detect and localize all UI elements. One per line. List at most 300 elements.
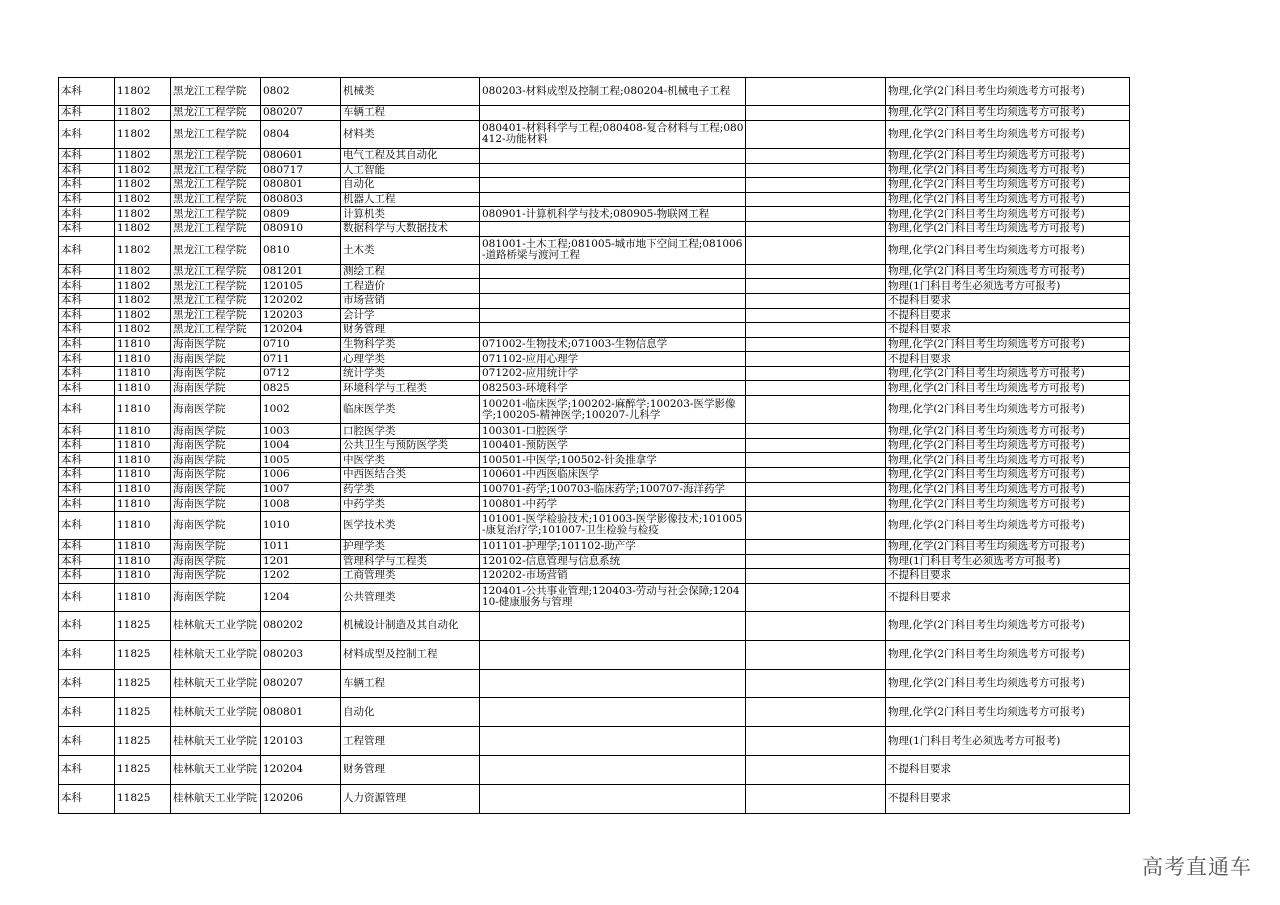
cell-major-code: 080801 [261, 698, 341, 727]
cell-level: 本科 [59, 453, 115, 468]
cell-major-code: 1202 [261, 569, 341, 584]
table-row [59, 453, 1130, 468]
cell-school-name: 黑龙江工程学院 [171, 178, 261, 193]
cell-level: 本科 [59, 120, 115, 148]
cell-school-name: 黑龙江工程学院 [171, 106, 261, 121]
cell-note [746, 381, 886, 396]
cell-subject-requirement: 物理,化学(2门科目考生均须选考方可报考) [886, 366, 1130, 381]
cell-subject-requirement: 物理,化学(2门科目考生均须选考方可报考) [886, 381, 1130, 396]
cell-major-name: 市场营销 [341, 293, 480, 308]
table-row [59, 78, 1130, 106]
table-row [59, 163, 1130, 178]
cell-school-code: 11802 [115, 293, 171, 308]
cell-school-name: 黑龙江工程学院 [171, 192, 261, 207]
cell-school-name: 黑龙江工程学院 [171, 279, 261, 294]
cell-major-name: 公共管理类 [341, 583, 480, 611]
cell-subject-requirement: 物理,化学(2门科目考生均须选考方可报考) [886, 264, 1130, 279]
cell-major-code: 0710 [261, 337, 341, 352]
cell-major-code: 1011 [261, 540, 341, 555]
cell-note [746, 396, 886, 424]
cell-subject-requirement: 物理,化学(2门科目考生均须选考方可报考) [886, 163, 1130, 178]
cell-level: 本科 [59, 352, 115, 367]
cell-included-majors [480, 611, 746, 640]
cell-included-majors [480, 755, 746, 784]
cell-school-code: 11810 [115, 511, 171, 539]
cell-included-majors: 080203-材料成型及控制工程;080204-机械电子工程 [480, 78, 746, 106]
cell-level: 本科 [59, 438, 115, 453]
table-row [59, 293, 1130, 308]
cell-school-name: 桂林航天工业学院 [171, 669, 261, 698]
table-row [59, 178, 1130, 193]
cell-school-code: 11810 [115, 337, 171, 352]
cell-subject-requirement: 物理,化学(2门科目考生均须选考方可报考) [886, 148, 1130, 163]
cell-note [746, 337, 886, 352]
cell-included-majors [480, 323, 746, 338]
cell-school-code: 11825 [115, 698, 171, 727]
cell-major-code: 120203 [261, 308, 341, 323]
cell-major-code: 1008 [261, 497, 341, 512]
cell-included-majors [480, 640, 746, 669]
cell-major-code: 080203 [261, 640, 341, 669]
cell-school-code: 11802 [115, 308, 171, 323]
cell-level: 本科 [59, 669, 115, 698]
cell-note [746, 569, 886, 584]
cell-school-name: 黑龙江工程学院 [171, 207, 261, 222]
table-row [59, 337, 1130, 352]
cell-subject-requirement: 物理,化学(2门科目考生均须选考方可报考) [886, 482, 1130, 497]
table-row [59, 192, 1130, 207]
table-row [59, 611, 1130, 640]
cell-note [746, 424, 886, 439]
cell-subject-requirement: 物理(1门科目考生必须选考方可报考) [886, 279, 1130, 294]
cell-major-code: 1007 [261, 482, 341, 497]
cell-included-majors: 071102-应用心理学 [480, 352, 746, 367]
cell-subject-requirement: 物理,化学(2门科目考生均须选考方可报考) [886, 221, 1130, 236]
table-row [59, 424, 1130, 439]
cell-level: 本科 [59, 784, 115, 813]
cell-subject-requirement: 物理,化学(2门科目考生均须选考方可报考) [886, 453, 1130, 468]
cell-major-name: 自动化 [341, 698, 480, 727]
cell-included-majors [480, 148, 746, 163]
cell-note [746, 120, 886, 148]
cell-major-name: 工商管理类 [341, 569, 480, 584]
table-row [59, 727, 1130, 756]
cell-note [746, 554, 886, 569]
cell-school-code: 11810 [115, 554, 171, 569]
cell-note [746, 784, 886, 813]
cell-major-code: 120204 [261, 323, 341, 338]
cell-note [746, 308, 886, 323]
cell-level: 本科 [59, 106, 115, 121]
cell-school-code: 11825 [115, 611, 171, 640]
cell-school-code: 11802 [115, 279, 171, 294]
cell-subject-requirement: 物理,化学(2门科目考生均须选考方可报考) [886, 424, 1130, 439]
cell-major-code: 080202 [261, 611, 341, 640]
cell-level: 本科 [59, 396, 115, 424]
cell-included-majors [480, 163, 746, 178]
cell-major-code: 0712 [261, 366, 341, 381]
cell-level: 本科 [59, 583, 115, 611]
cell-note [746, 540, 886, 555]
cell-school-name: 黑龙江工程学院 [171, 120, 261, 148]
cell-school-name: 黑龙江工程学院 [171, 221, 261, 236]
cell-included-majors: 120102-信息管理与信息系统 [480, 554, 746, 569]
cell-level: 本科 [59, 497, 115, 512]
cell-major-name: 财务管理 [341, 323, 480, 338]
cell-subject-requirement: 物理,化学(2门科目考生均须选考方可报考) [886, 611, 1130, 640]
cell-school-name: 海南医学院 [171, 438, 261, 453]
cell-school-name: 黑龙江工程学院 [171, 236, 261, 264]
cell-subject-requirement: 不提科目要求 [886, 755, 1130, 784]
cell-major-name: 医学技术类 [341, 511, 480, 539]
cell-school-code: 11810 [115, 396, 171, 424]
cell-subject-requirement: 物理,化学(2门科目考生均须选考方可报考) [886, 192, 1130, 207]
table-row [59, 554, 1130, 569]
cell-major-name: 管理科学与工程类 [341, 554, 480, 569]
cell-note [746, 640, 886, 669]
cell-included-majors [480, 264, 746, 279]
table-row [59, 511, 1130, 539]
cell-major-name: 机械类 [341, 78, 480, 106]
cell-included-majors: 082503-环境科学 [480, 381, 746, 396]
table-row [59, 669, 1130, 698]
cell-subject-requirement: 物理,化学(2门科目考生均须选考方可报考) [886, 698, 1130, 727]
cell-note [746, 727, 886, 756]
cell-included-majors: 080901-计算机科学与技术;080905-物联网工程 [480, 207, 746, 222]
cell-major-code: 080801 [261, 178, 341, 193]
cell-level: 本科 [59, 366, 115, 381]
cell-school-code: 11810 [115, 583, 171, 611]
cell-major-name: 电气工程及其自动化 [341, 148, 480, 163]
cell-subject-requirement: 不提科目要求 [886, 293, 1130, 308]
cell-major-name: 人力资源管理 [341, 784, 480, 813]
cell-note [746, 611, 886, 640]
cell-school-code: 11810 [115, 569, 171, 584]
cell-subject-requirement: 物理,化学(2门科目考生均须选考方可报考) [886, 236, 1130, 264]
cell-level: 本科 [59, 381, 115, 396]
cell-major-code: 1003 [261, 424, 341, 439]
cell-major-code: 081201 [261, 264, 341, 279]
table-row [59, 120, 1130, 148]
table-row [59, 236, 1130, 264]
cell-school-name: 桂林航天工业学院 [171, 611, 261, 640]
cell-major-code: 080207 [261, 669, 341, 698]
cell-level: 本科 [59, 727, 115, 756]
cell-major-code: 1201 [261, 554, 341, 569]
cell-included-majors [480, 178, 746, 193]
table-row [59, 148, 1130, 163]
cell-subject-requirement: 物理(1门科目考生必须选考方可报考) [886, 554, 1130, 569]
cell-school-name: 海南医学院 [171, 540, 261, 555]
cell-school-code: 11802 [115, 178, 171, 193]
cell-school-name: 海南医学院 [171, 381, 261, 396]
cell-included-majors [480, 192, 746, 207]
cell-major-code: 1005 [261, 453, 341, 468]
cell-included-majors: 071202-应用统计学 [480, 366, 746, 381]
cell-included-majors [480, 727, 746, 756]
cell-subject-requirement: 物理,化学(2门科目考生均须选考方可报考) [886, 207, 1130, 222]
cell-school-name: 桂林航天工业学院 [171, 640, 261, 669]
cell-level: 本科 [59, 207, 115, 222]
cell-school-code: 11810 [115, 468, 171, 483]
cell-school-code: 11825 [115, 784, 171, 813]
cell-subject-requirement: 物理,化学(2门科目考生均须选考方可报考) [886, 540, 1130, 555]
cell-included-majors: 120202-市场营销 [480, 569, 746, 584]
cell-school-code: 11802 [115, 221, 171, 236]
cell-major-name: 土木类 [341, 236, 480, 264]
cell-included-majors: 100601-中西医临床医学 [480, 468, 746, 483]
cell-school-name: 海南医学院 [171, 366, 261, 381]
cell-note [746, 755, 886, 784]
cell-level: 本科 [59, 482, 115, 497]
cell-school-code: 11802 [115, 163, 171, 178]
cell-level: 本科 [59, 611, 115, 640]
cell-note [746, 293, 886, 308]
cell-major-name: 中医学类 [341, 453, 480, 468]
cell-school-code: 11825 [115, 727, 171, 756]
cell-major-name: 财务管理 [341, 755, 480, 784]
cell-subject-requirement: 不提科目要求 [886, 308, 1130, 323]
cell-note [746, 352, 886, 367]
cell-major-code: 0711 [261, 352, 341, 367]
cell-note [746, 221, 886, 236]
cell-included-majors: 100401-预防医学 [480, 438, 746, 453]
cell-subject-requirement: 物理(1门科目考生必须选考方可报考) [886, 727, 1130, 756]
watermark-text: 高考直通车 [1142, 855, 1252, 879]
cell-level: 本科 [59, 540, 115, 555]
cell-school-code: 11825 [115, 640, 171, 669]
cell-major-code: 1006 [261, 468, 341, 483]
cell-included-majors: 081001-土木工程;081005-城市地下空间工程;081006-道路桥梁与渡河工程 [480, 236, 746, 264]
cell-level: 本科 [59, 78, 115, 106]
cell-major-name: 自动化 [341, 178, 480, 193]
cell-school-name: 黑龙江工程学院 [171, 148, 261, 163]
cell-major-name: 人工智能 [341, 163, 480, 178]
cell-major-code: 120105 [261, 279, 341, 294]
cell-subject-requirement: 物理,化学(2门科目考生均须选考方可报考) [886, 396, 1130, 424]
cell-included-majors [480, 106, 746, 121]
cell-included-majors: 100301-口腔医学 [480, 424, 746, 439]
cell-included-majors: 100701-药学;100703-临床药学;100707-海洋药学 [480, 482, 746, 497]
table-row [59, 640, 1130, 669]
cell-major-code: 080207 [261, 106, 341, 121]
cell-level: 本科 [59, 148, 115, 163]
cell-major-code: 0825 [261, 381, 341, 396]
cell-major-code: 0810 [261, 236, 341, 264]
cell-major-name: 药学类 [341, 482, 480, 497]
cell-included-majors: 101101-护理学;101102-助产学 [480, 540, 746, 555]
cell-major-name: 材料成型及控制工程 [341, 640, 480, 669]
cell-level: 本科 [59, 640, 115, 669]
cell-note [746, 453, 886, 468]
table-row [59, 366, 1130, 381]
cell-major-code: 1010 [261, 511, 341, 539]
cell-major-name: 口腔医学类 [341, 424, 480, 439]
cell-major-name: 车辆工程 [341, 669, 480, 698]
cell-major-code: 120204 [261, 755, 341, 784]
cell-school-code: 11810 [115, 366, 171, 381]
cell-included-majors: 100501-中医学;100502-针灸推拿学 [480, 453, 746, 468]
table-row [59, 438, 1130, 453]
cell-major-name: 护理学类 [341, 540, 480, 555]
cell-subject-requirement: 物理,化学(2门科目考生均须选考方可报考) [886, 178, 1130, 193]
cell-school-code: 11810 [115, 381, 171, 396]
cell-note [746, 669, 886, 698]
table-row [59, 279, 1130, 294]
table-row [59, 540, 1130, 555]
cell-subject-requirement: 不提科目要求 [886, 323, 1130, 338]
cell-level: 本科 [59, 192, 115, 207]
cell-school-name: 海南医学院 [171, 482, 261, 497]
cell-subject-requirement: 物理,化学(2门科目考生均须选考方可报考) [886, 438, 1130, 453]
cell-major-name: 环境科学与工程类 [341, 381, 480, 396]
table-row [59, 583, 1130, 611]
cell-note [746, 497, 886, 512]
cell-included-majors: 071002-生物技术;071003-生物信息学 [480, 337, 746, 352]
cell-level: 本科 [59, 178, 115, 193]
cell-major-name: 计算机类 [341, 207, 480, 222]
table-row [59, 308, 1130, 323]
cell-major-name: 公共卫生与预防医学类 [341, 438, 480, 453]
cell-level: 本科 [59, 264, 115, 279]
cell-major-name: 临床医学类 [341, 396, 480, 424]
cell-school-name: 海南医学院 [171, 554, 261, 569]
cell-school-code: 11802 [115, 148, 171, 163]
cell-level: 本科 [59, 424, 115, 439]
cell-included-majors [480, 221, 746, 236]
table-row [59, 784, 1130, 813]
cell-school-name: 海南医学院 [171, 424, 261, 439]
cell-school-name: 海南医学院 [171, 396, 261, 424]
table-row [59, 381, 1130, 396]
cell-school-code: 11810 [115, 424, 171, 439]
table-row [59, 698, 1130, 727]
cell-note [746, 236, 886, 264]
cell-note [746, 192, 886, 207]
cell-school-code: 11810 [115, 497, 171, 512]
cell-major-name: 心理学类 [341, 352, 480, 367]
cell-school-code: 11810 [115, 540, 171, 555]
table-row [59, 396, 1130, 424]
table-row [59, 569, 1130, 584]
cell-subject-requirement: 物理,化学(2门科目考生均须选考方可报考) [886, 497, 1130, 512]
cell-subject-requirement: 物理,化学(2门科目考生均须选考方可报考) [886, 337, 1130, 352]
cell-school-code: 11825 [115, 669, 171, 698]
cell-note [746, 583, 886, 611]
cell-level: 本科 [59, 554, 115, 569]
cell-major-code: 080601 [261, 148, 341, 163]
table-row [59, 221, 1130, 236]
cell-major-code: 0809 [261, 207, 341, 222]
cell-subject-requirement: 物理,化学(2门科目考生均须选考方可报考) [886, 78, 1130, 106]
cell-level: 本科 [59, 698, 115, 727]
cell-included-majors: 100801-中药学 [480, 497, 746, 512]
cell-subject-requirement: 物理,化学(2门科目考生均须选考方可报考) [886, 106, 1130, 121]
cell-subject-requirement: 不提科目要求 [886, 583, 1130, 611]
cell-major-name: 会计学 [341, 308, 480, 323]
cell-subject-requirement: 不提科目要求 [886, 784, 1130, 813]
cell-school-name: 海南医学院 [171, 453, 261, 468]
cell-school-name: 桂林航天工业学院 [171, 755, 261, 784]
cell-school-name: 海南医学院 [171, 583, 261, 611]
cell-school-code: 11810 [115, 482, 171, 497]
cell-school-code: 11802 [115, 207, 171, 222]
cell-school-name: 海南医学院 [171, 468, 261, 483]
cell-school-name: 黑龙江工程学院 [171, 163, 261, 178]
cell-major-name: 生物科学类 [341, 337, 480, 352]
cell-note [746, 163, 886, 178]
cell-note [746, 279, 886, 294]
cell-major-name: 机械设计制造及其自动化 [341, 611, 480, 640]
table-body [59, 78, 1130, 814]
cell-major-name: 测绘工程 [341, 264, 480, 279]
table-row [59, 468, 1130, 483]
cell-note [746, 178, 886, 193]
cell-major-name: 车辆工程 [341, 106, 480, 121]
admission-requirements-table [58, 77, 1130, 814]
cell-school-code: 11810 [115, 438, 171, 453]
cell-level: 本科 [59, 293, 115, 308]
cell-major-code: 1204 [261, 583, 341, 611]
table-row [59, 482, 1130, 497]
cell-level: 本科 [59, 337, 115, 352]
table-row [59, 106, 1130, 121]
cell-major-code: 1004 [261, 438, 341, 453]
cell-level: 本科 [59, 221, 115, 236]
cell-school-name: 桂林航天工业学院 [171, 727, 261, 756]
cell-note [746, 207, 886, 222]
cell-school-code: 11802 [115, 264, 171, 279]
cell-note [746, 323, 886, 338]
cell-included-majors: 120401-公共事业管理;120403-劳动与社会保障;120410-健康服务与管理 [480, 583, 746, 611]
cell-note [746, 106, 886, 121]
cell-subject-requirement: 不提科目要求 [886, 352, 1130, 367]
cell-level: 本科 [59, 308, 115, 323]
table-row [59, 323, 1130, 338]
cell-major-code: 080717 [261, 163, 341, 178]
cell-level: 本科 [59, 569, 115, 584]
cell-school-code: 11802 [115, 192, 171, 207]
cell-school-name: 黑龙江工程学院 [171, 293, 261, 308]
cell-major-name: 数据科学与大数据技术 [341, 221, 480, 236]
cell-school-code: 11825 [115, 755, 171, 784]
cell-note [746, 148, 886, 163]
cell-included-majors: 101001-医学检验技术;101003-医学影像技术;101005-康复治疗学;101007-卫生检验与检疫 [480, 511, 746, 539]
cell-major-name: 统计学类 [341, 366, 480, 381]
cell-major-code: 120206 [261, 784, 341, 813]
cell-school-name: 海南医学院 [171, 569, 261, 584]
cell-school-name: 桂林航天工业学院 [171, 784, 261, 813]
cell-subject-requirement: 物理,化学(2门科目考生均须选考方可报考) [886, 511, 1130, 539]
cell-school-code: 11802 [115, 323, 171, 338]
cell-note [746, 511, 886, 539]
cell-included-majors: 080401-材料科学与工程;080408-复合材料与工程;080412-功能材料 [480, 120, 746, 148]
table-row [59, 352, 1130, 367]
cell-school-name: 海南医学院 [171, 497, 261, 512]
cell-level: 本科 [59, 511, 115, 539]
cell-school-code: 11802 [115, 120, 171, 148]
cell-level: 本科 [59, 236, 115, 264]
cell-note [746, 366, 886, 381]
cell-school-name: 黑龙江工程学院 [171, 78, 261, 106]
cell-school-code: 11802 [115, 236, 171, 264]
cell-major-code: 0802 [261, 78, 341, 106]
cell-major-code: 120103 [261, 727, 341, 756]
cell-subject-requirement: 物理,化学(2门科目考生均须选考方可报考) [886, 120, 1130, 148]
cell-note [746, 438, 886, 453]
cell-school-name: 黑龙江工程学院 [171, 323, 261, 338]
table-row [59, 755, 1130, 784]
